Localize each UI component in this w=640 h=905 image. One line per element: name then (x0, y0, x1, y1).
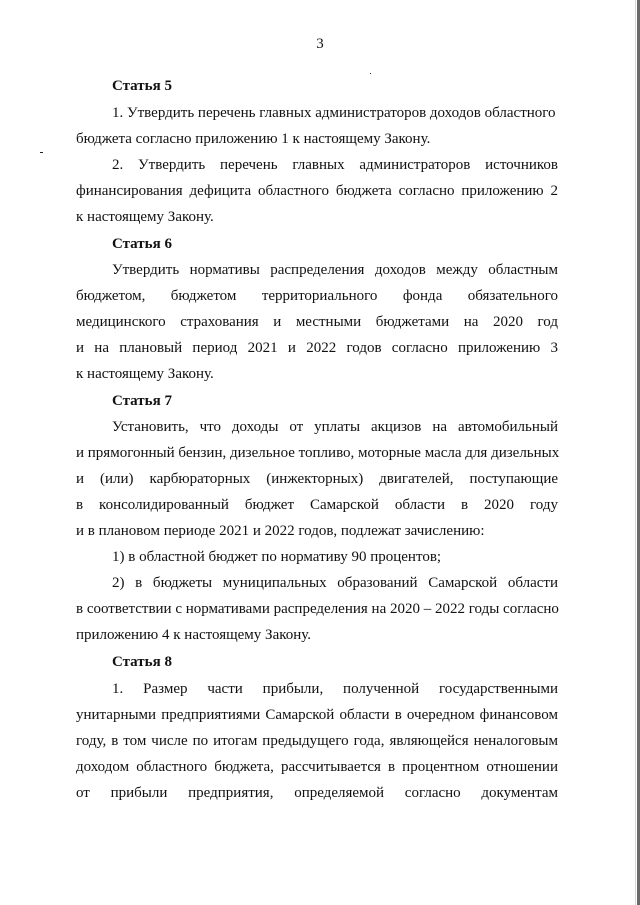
article-6-paragraph-line: Утвердить нормативы распределения доходов между областным (112, 262, 558, 278)
article-6-paragraph-line: бюджетом, бюджетом территориального фонда обязательного (76, 288, 558, 304)
article-7-paragraph-line: приложению 4 к настоящему Закону. (76, 627, 312, 643)
page-number: 3 (316, 36, 324, 52)
article-5-paragraph-line: финансирования дефицита областного бюджета согласно приложению 2 (76, 183, 558, 199)
article-7-paragraph-line: и в плановом периоде 2021 и 2022 годов, подлежат зачислению: (76, 523, 485, 539)
article-6-paragraph-line: к настоящему Закону. (76, 366, 214, 382)
article-7-paragraph-line: в консолидированный бюджет Самарской области в 2020 году (76, 497, 558, 513)
article-7-paragraph-line: и (или) карбюраторных (инжекторных) двигателей, поступающие (76, 471, 558, 487)
article-6-paragraph-line: медицинского страхования и местными бюджетами на 2020 год (76, 314, 558, 330)
scan-edge-line (635, 0, 636, 905)
article-7-paragraph-line: и прямогонный бензин, дизельное топливо, моторные масла для дизельных (76, 445, 560, 461)
scan-speck (40, 152, 43, 153)
scan-speck (370, 73, 371, 74)
article-7-list-item: 2) в бюджеты муниципальных образований Самарской области (112, 575, 558, 591)
article-5-paragraph-line: бюджета согласно приложению 1 к настоящему Закону. (76, 131, 431, 147)
article-5-heading: Статья 5 (112, 78, 172, 94)
article-8-paragraph-line: доходом областного бюджета, рассчитывается в процентном отношении (76, 759, 558, 775)
article-8-paragraph-line: году, в том числе по итогам предыдущего года, являющейся неналоговым (76, 733, 558, 749)
article-8-paragraph-line: 1. Размер части прибыли, полученной государственными (112, 681, 558, 697)
article-5-paragraph-line: 1. Утвердить перечень главных администраторов доходов областного (112, 105, 556, 121)
article-8-paragraph-line: унитарными предприятиями Самарской области в очередном финансовом (76, 707, 558, 723)
article-7-list-item: 1) в областной бюджет по нормативу 90 процентов; (112, 549, 442, 565)
article-7-paragraph-line: в соответствии с нормативами распределения на 2020 – 2022 годы согласно (76, 601, 559, 617)
article-7-paragraph-line: Установить, что доходы от уплаты акцизов на автомобильный (112, 419, 558, 435)
article-5-paragraph-line: 2. Утвердить перечень главных администраторов источников (112, 157, 558, 173)
article-8-paragraph-line: от прибыли предприятия, определяемой согласно документам (76, 785, 558, 801)
article-8-heading: Статья 8 (112, 654, 172, 670)
article-6-paragraph-line: и на плановый период 2021 и 2022 годов согласно приложению 3 (76, 340, 558, 356)
article-7-heading: Статья 7 (112, 393, 172, 409)
article-6-heading: Статья 6 (112, 236, 172, 252)
article-5-paragraph-line: к настоящему Закону. (76, 209, 214, 225)
